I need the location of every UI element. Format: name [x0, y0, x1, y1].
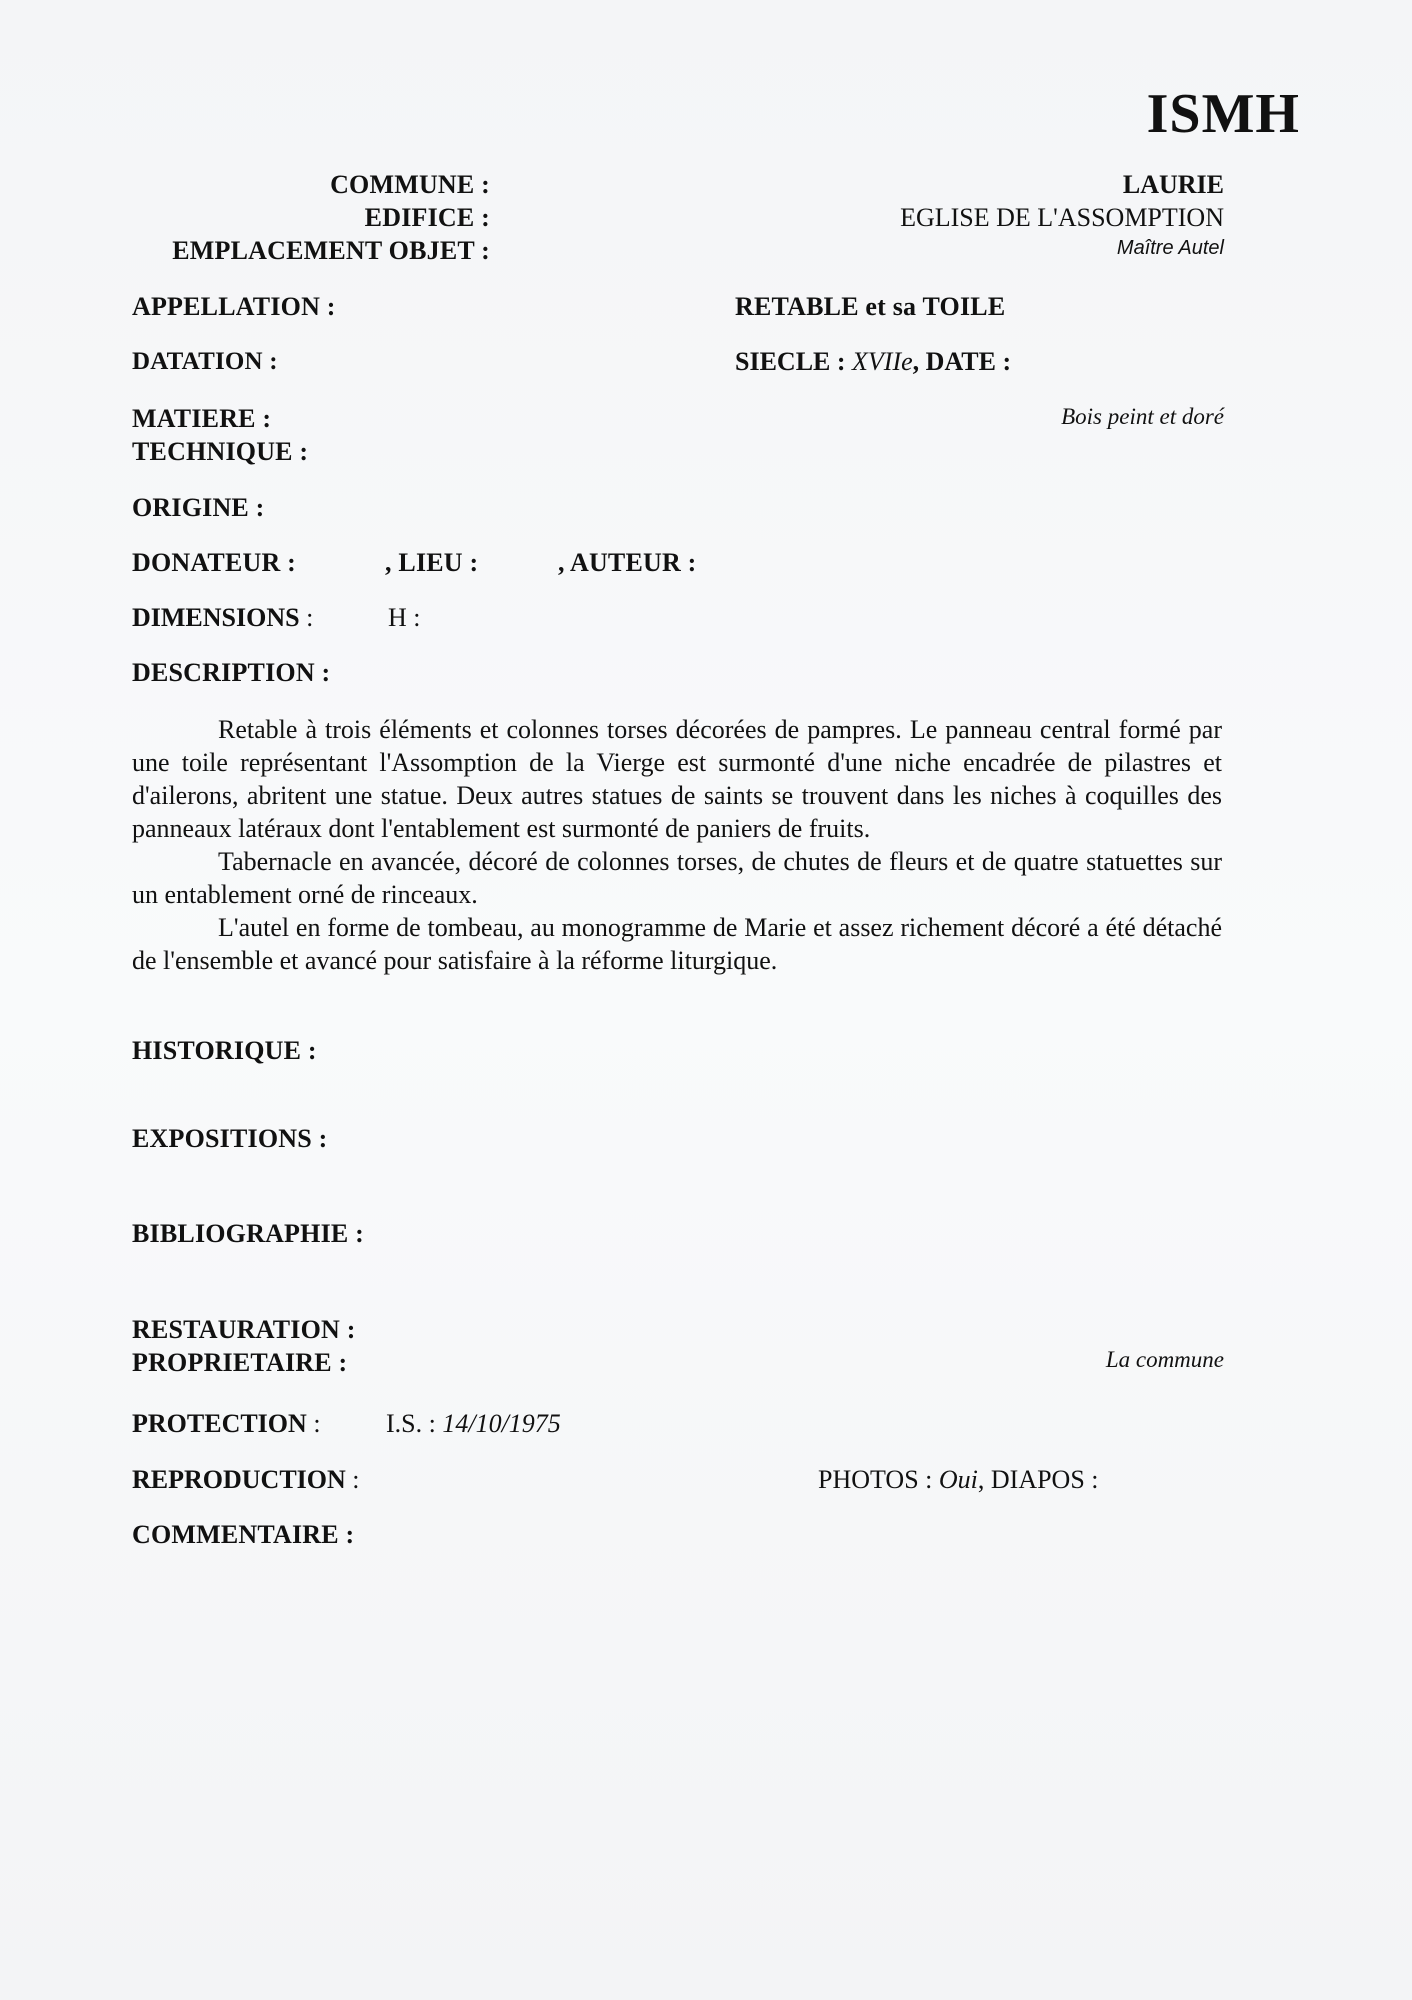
label-photos: PHOTOS :: [818, 1465, 933, 1494]
label-edifice: EDIFICE :: [364, 203, 490, 232]
label-commentaire: COMMENTAIRE :: [132, 1520, 355, 1549]
protection-value-line: [386, 1409, 561, 1439]
reproduction-colon: :: [352, 1465, 360, 1494]
description-paragraph: Retable à trois éléments et colonnes torses décorées de pampres. Le panneau central formé par une toile représentant l'Assomption de la Vierge est surmonté d'une niche encadrée de pilastres et d'ailerons, abritent une statue. Deux autres statues de saints se trouvent dans les niches à coquilles des panneaux latéraux dont l'entablement est surmonté de paniers de fruits.: [132, 715, 1222, 843]
value-edifice: EGLISE DE L'ASSOMPTION: [900, 203, 1224, 232]
document-title: ISMH: [1146, 83, 1300, 145]
label-lieu: , LIEU :: [385, 548, 479, 577]
value-proprietaire: La commune: [1105, 1347, 1224, 1372]
label-emplacement: EMPLACEMENT OBJET :: [172, 236, 490, 265]
label-bibliographie: BIBLIOGRAPHIE :: [132, 1219, 364, 1248]
label-protection: PROTECTION: [132, 1409, 307, 1438]
label-siecle: SIECLE :: [735, 347, 846, 376]
value-emplacement: Maître Autel: [1116, 237, 1224, 259]
label-origine: ORIGINE :: [132, 493, 265, 522]
label-diapos: , DIAPOS :: [977, 1465, 1099, 1494]
description-text: [132, 713, 1222, 977]
label-technique: TECHNIQUE :: [132, 437, 309, 466]
siecle-line: [735, 347, 1011, 377]
label-restauration: RESTAURATION :: [132, 1315, 356, 1344]
label-height: H :: [388, 603, 421, 632]
protection-line: [132, 1409, 321, 1439]
label-date: , DATE :: [912, 347, 1012, 376]
label-historique: HISTORIQUE :: [132, 1036, 317, 1065]
description-paragraph: L'autel en forme de tombeau, au monogramme de Marie et assez richement décoré a été détaché de l'ensemble et avancé pour satisfaire à la réforme liturgique.: [132, 913, 1222, 975]
label-auteur: , AUTEUR :: [558, 548, 697, 577]
label-dimensions: DIMENSIONS: [132, 603, 300, 632]
value-commune: LAURIE: [1122, 170, 1224, 199]
value-appellation: RETABLE et sa TOILE: [735, 292, 1006, 321]
reproduction-line: [132, 1465, 360, 1495]
label-appellation: APPELLATION :: [132, 292, 336, 321]
label-reproduction: REPRODUCTION: [132, 1465, 346, 1494]
value-siecle: XVIIe: [852, 347, 913, 376]
label-protection-is: I.S. :: [386, 1409, 436, 1438]
label-datation: DATATION :: [132, 348, 278, 375]
dimensions-line: [132, 603, 313, 633]
label-description: DESCRIPTION :: [132, 658, 331, 687]
label-donateur: DONATEUR :: [132, 548, 297, 577]
dimensions-colon: :: [306, 603, 314, 632]
label-expositions: EXPOSITIONS :: [132, 1124, 328, 1153]
label-commune: COMMUNE :: [330, 170, 490, 199]
photos-line: [818, 1465, 1099, 1495]
value-matiere: Bois peint et doré: [1061, 404, 1224, 429]
value-protection-date: 14/10/1975: [442, 1409, 561, 1438]
value-photos: Oui: [938, 1465, 978, 1494]
label-proprietaire: PROPRIETAIRE :: [132, 1348, 348, 1377]
description-paragraph: Tabernacle en avancée, décoré de colonnes torses, de chutes de fleurs et de quatre statuettes sur un entablement orné de rinceaux.: [132, 847, 1222, 909]
label-matiere: MATIERE :: [132, 404, 272, 433]
protection-colon: :: [313, 1409, 321, 1438]
